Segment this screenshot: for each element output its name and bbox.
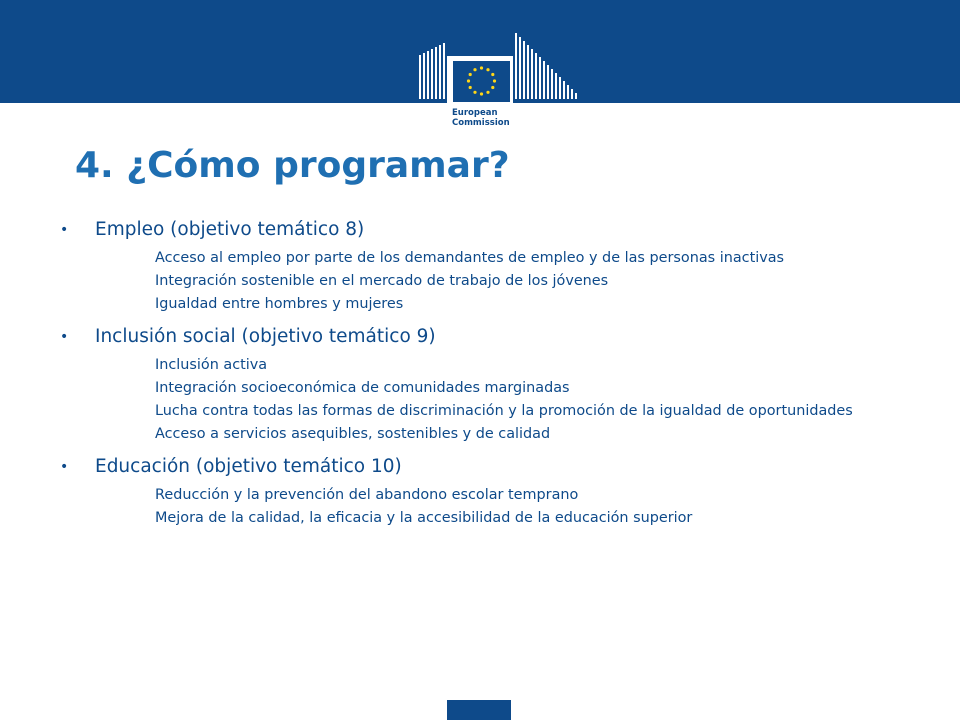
section-heading-text: Empleo (objetivo temático 8) <box>95 219 365 240</box>
sub-list <box>60 243 920 319</box>
section-inclusion-social <box>60 324 920 449</box>
logo-line-european: European <box>452 108 498 118</box>
list-item: Integración sostenible en el mercado de trabajo de los jóvenes <box>155 273 609 289</box>
logo-wordmark <box>452 108 512 128</box>
section-heading <box>60 217 920 243</box>
section-heading <box>60 324 920 350</box>
section-heading-text: Educación (objetivo temático 10) <box>95 456 402 477</box>
logo-line-commission: Commission <box>452 118 510 128</box>
section-empleo <box>60 217 920 319</box>
list-item: Acceso a servicios asequibles, sostenibles y de calidad <box>155 426 551 442</box>
list-item: Inclusión activa <box>155 357 268 373</box>
bullet-dot-icon: • <box>60 329 69 345</box>
sub-list <box>60 480 920 533</box>
bullet-dot-icon: • <box>60 222 69 238</box>
section-heading <box>60 454 920 480</box>
page-title: 4. ¿Cómo programar? <box>75 145 510 186</box>
section-educacion <box>60 454 920 533</box>
list-item: Lucha contra todas las formas de discriminación y la promoción de la igualdad de oportunidades <box>155 403 853 419</box>
list-item: Reducción y la prevención del abandono escolar temprano <box>155 487 579 503</box>
section-heading-text: Inclusión social (objetivo temático 9) <box>95 326 436 347</box>
bullet-dot-icon: • <box>60 459 69 475</box>
list-item: Igualdad entre hombres y mujeres <box>155 296 404 312</box>
content <box>60 217 920 538</box>
list-item: Integración socioeconómica de comunidades marginadas <box>155 380 570 396</box>
list-item: Acceso al empleo por parte de los demandantes de empleo y de las personas inactivas <box>155 250 785 266</box>
list-item: Mejora de la calidad, la eficacia y la accesibilidad de la educación superior <box>155 510 693 526</box>
sub-list <box>60 350 920 449</box>
footer-tab <box>447 700 511 720</box>
